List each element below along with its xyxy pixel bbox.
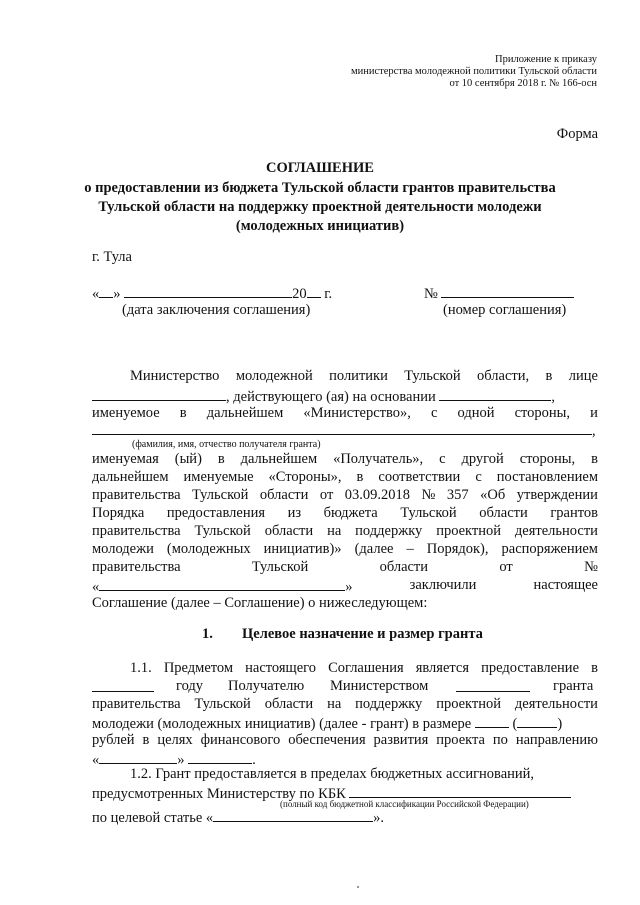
p1-line-11: правительства Тульской области от № [92,559,598,575]
number-field [424,284,574,303]
clause-1-1-line-2 [92,678,154,697]
section-1-number: 1. [202,626,213,642]
day-blank [99,284,113,298]
agreement-subtitle-1: о предоставлении из бюджета Тульской области грантов правительства [84,180,556,196]
p1-line-12: « » заключили настоящее [92,577,598,595]
date-caption: (дата заключения соглашения) [122,302,311,318]
p1-line-4: , [92,421,596,440]
p1-line-6: дальнейшем именуемые «Стороны», в соответствии с постановлением [92,469,598,485]
direction-blank [99,750,177,764]
year-grant-blank [92,678,154,692]
clause-1-2-line-3: по целевой статье « ». [92,810,385,826]
p1-line-9: правительства Тульской области на поддержку проектной деятельности [92,523,598,539]
p1-line-7: правительства Тульской области от 03.09.2018 № 357 «Об утверждении [92,487,598,503]
clause-grant-word: гранта [553,678,594,694]
number-sign: № [424,286,438,302]
grant-type-blank-wrap [456,678,530,697]
direction-extra-blank [188,750,252,764]
clause-1-1-line-4: молодежи (молодежных инициатив) (далее - грант) в размере ( ) [92,716,563,732]
date-field [92,284,332,303]
form-label: Форма [556,126,598,142]
agreement-subtitle-2: Тульской области на поддержку проектной деятельности молодежи [98,199,542,215]
clause-1-1-line-3: правительства Тульской области на поддержку проектной деятельности [92,696,598,712]
agreement-title: СОГЛАШЕНИЕ [266,160,374,176]
p1-line-10: молодежи (молодежных инициатив)» (далее – Порядок), распоряжением [92,541,598,557]
year-blank [307,284,321,298]
clause-1-2-line-2: предусмотренных Министерству по КБК [92,784,571,803]
amount-digits-blank [475,714,509,728]
p1-line-13: Соглашение (далее – Соглашение) о нижеследующем: [92,595,428,611]
agreement-subtitle-3: (молодежных инициатив) [235,218,405,234]
target-article-blank [213,808,373,822]
number-caption: (номер соглашения) [443,302,567,318]
clause-1-1-line-1: 1.1. Предметом настоящего Соглашения является предоставление в [130,660,598,676]
p1-line-1: Министерство молодежной политики Тульской области, в лице [130,368,598,384]
number-blank [441,284,574,298]
clause-1-1-line-6: « » . [92,752,256,768]
clause-1-1-line-5: рублей в целях финансового обеспечения развития проекта по направлению [92,732,598,748]
p1-line-8: Порядка предоставления из бюджета Тульской области грантов [92,505,598,521]
year-prefix: 20 [292,286,307,302]
amount-words-blank [517,714,557,728]
month-blank [124,284,292,298]
kbk-caption: (полный код бюджетной классификации Российской Федерации) [280,799,529,809]
kbk-blank [349,784,571,798]
date-open-quote: « [92,286,100,302]
p1-line-2: , действующего (ая) на основании , [92,387,555,406]
clause-ministry-word: Министерством [330,678,429,694]
appendix-line-3: от 10 сентября 2018 г. № 166-осн [449,78,597,89]
scan-dot [357,886,359,888]
city: г. Тула [92,249,132,265]
recipient-blank [92,421,592,435]
appendix-line-2: министерства молодежной политики Тульской области [350,66,597,77]
year-suffix: г. [324,286,333,302]
clause-recipient-word: Получателю [228,678,305,694]
clause-1-2-line-1: 1.2. Грант предоставляется в пределах бюджетных ассигнований, [130,766,535,782]
basis-blank [439,387,551,401]
grant-type-blank [456,678,530,692]
date-close-quote: » [113,286,121,302]
appendix-line-1: Приложение к приказу [495,54,597,65]
p1-line-5: именуемая (ый) в дальнейшем «Получатель», с другой стороны, в [92,451,598,467]
p1-line-3: именуемое в дальнейшем «Министерство», с одной стороны, и [92,405,598,421]
clause-year-word: году [176,678,204,694]
order-blank [99,577,345,591]
representative-blank [92,387,226,401]
recipient-caption: (фамилия, имя, отчество получателя гранта) [132,439,321,450]
section-1-title: Целевое назначение и размер гранта [242,626,483,642]
